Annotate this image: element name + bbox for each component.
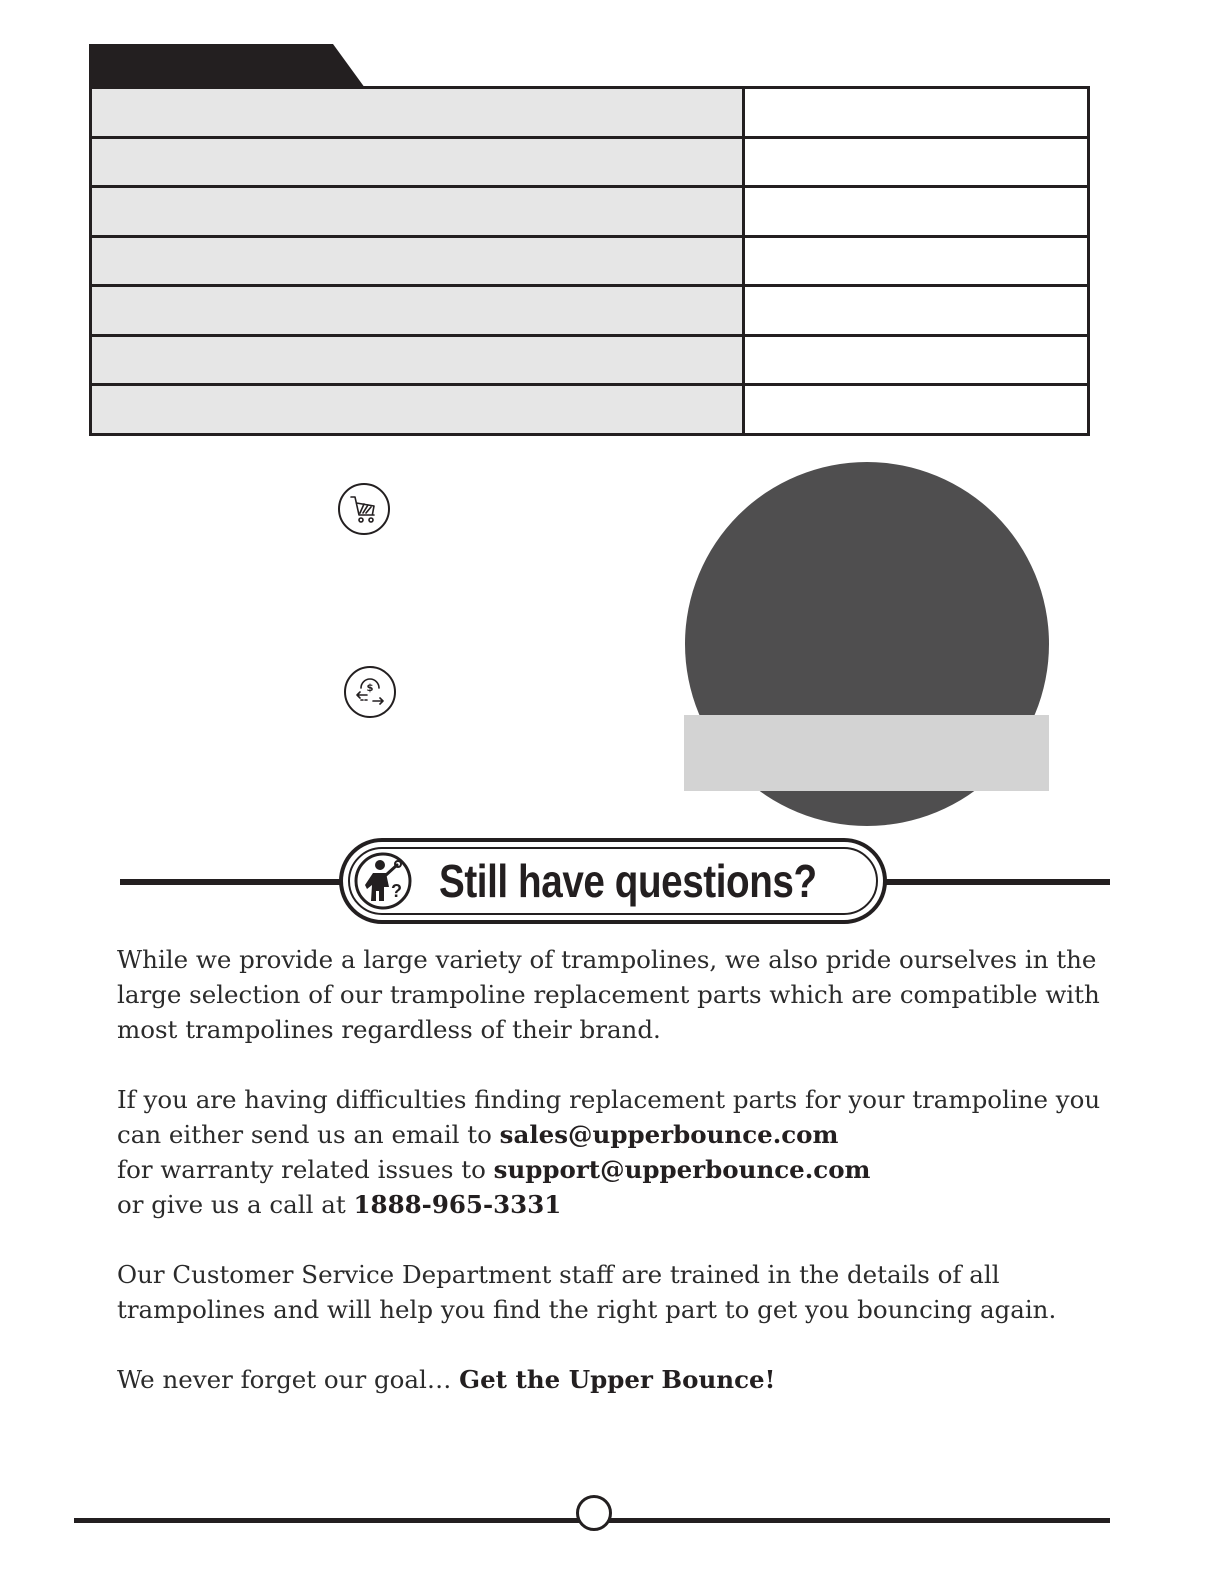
section-tab [89, 44, 365, 88]
slogan: Get the Upper Bounce! [459, 1365, 776, 1394]
part-name-cell [91, 236, 744, 286]
paragraph-contact [117, 1082, 1127, 1222]
support-person-icon [353, 851, 413, 911]
paragraph-goal [117, 1362, 1127, 1397]
svg-text:$: $ [366, 683, 374, 694]
part-value-cell [744, 236, 1089, 286]
page-number-circle [576, 1495, 612, 1531]
goal-text: We never forget our goal… [117, 1365, 460, 1394]
paragraph-intro: While we provide a large variety of trampolines, we also pride ourselves in the large selection of our trampoline replacement parts which are compatible with most trampolines regardless of their brand. [117, 945, 1100, 1044]
part-value-cell [744, 88, 1089, 138]
sales-email-link[interactable]: sales@upperbounce.com [499, 1120, 839, 1149]
cart-icon [338, 483, 390, 535]
part-value-cell [744, 286, 1089, 336]
table-row [91, 137, 1089, 187]
body-text [117, 942, 1127, 1432]
part-value-cell [744, 335, 1089, 385]
part-value-cell [744, 187, 1089, 237]
part-value-cell [744, 385, 1089, 435]
part-name-cell [91, 286, 744, 336]
part-name-cell [91, 335, 744, 385]
divider-left [120, 879, 342, 885]
parts-table [89, 86, 1090, 436]
gray-band [684, 715, 1049, 791]
svg-text:?: ? [391, 881, 402, 901]
contact-intro: If you are having difficulties finding replacement parts for your trampoline you can either send us an email to [117, 1085, 1101, 1149]
part-name-cell [91, 88, 744, 138]
phone-number[interactable]: 1888-965-3331 [353, 1190, 562, 1219]
part-value-cell [744, 137, 1089, 187]
refund-icon [344, 666, 396, 718]
table-row [91, 88, 1089, 138]
table-row [91, 335, 1089, 385]
paragraph-staff: Our Customer Service Department staff are trained in the details of all trampolines and will help you find the right part to get you bouncing again. [117, 1260, 1057, 1324]
part-name-cell [91, 187, 744, 237]
warranty-text: for warranty related issues to [117, 1155, 494, 1184]
questions-title: Still have questions? [439, 855, 817, 907]
table-row [91, 286, 1089, 336]
call-text: or give us a call at [117, 1190, 354, 1219]
part-name-cell [91, 385, 744, 435]
questions-banner [339, 838, 887, 924]
table-row [91, 385, 1089, 435]
table-row [91, 187, 1089, 237]
part-name-cell [91, 137, 744, 187]
divider-right [884, 879, 1110, 885]
table-row [91, 236, 1089, 286]
support-email-link[interactable]: support@upperbounce.com [493, 1155, 871, 1184]
